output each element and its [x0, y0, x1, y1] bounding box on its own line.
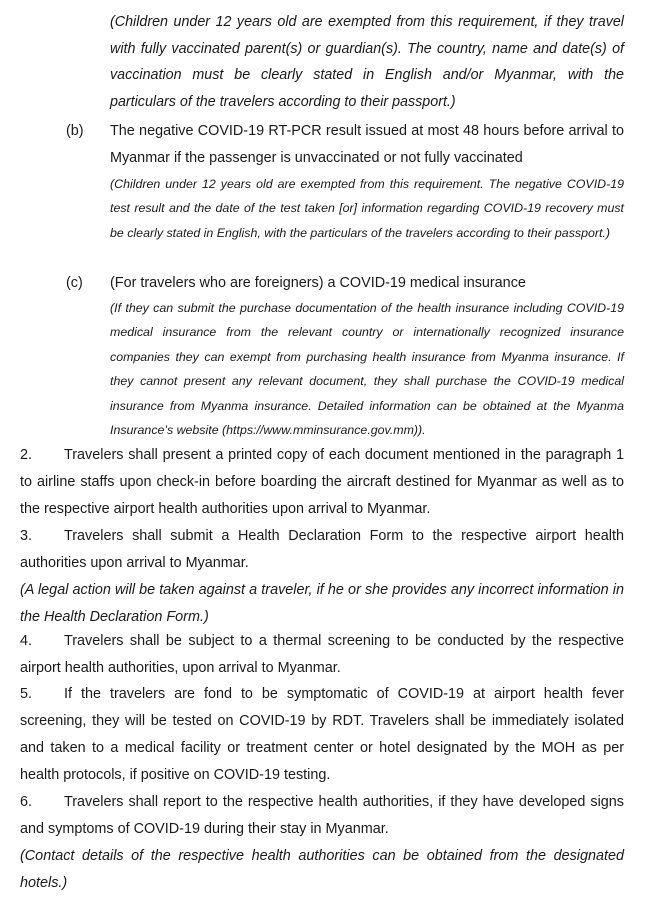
paragraph-3-note: (A legal action will be taken against a traveler, if he or she provides any incorrect information in the Health Declaration Form.)	[20, 582, 624, 625]
item-c-note: (If they can submit the purchase documentation of the health insurance including COVID-19 medical insurance from the relevant country or internationally recognized insurance companies they can exempt from purchasing health insurance from Myanma insurance. If they cannot present any relevant document, they shall purchase the COVID-19 medical insurance from Myanma insurance. Detailed information can be obtained at the Myanma Insurance’s website (https://www.mminsurance.gov.mm)).	[110, 301, 624, 438]
paragraph-6-note: (Contact details of the respective health authorities can be obtained from the designated hotels.)	[20, 848, 624, 891]
paragraph-6	[20, 789, 624, 843]
paragraph-4-text: Travelers shall be subject to a thermal screening to be conducted by the respective airport health authorities, upon arrival to Myanmar.	[20, 633, 624, 676]
item-a-note: (Children under 12 years old are exempted from this requirement, if they travel with fully vaccinated parent(s) or guardian(s). The country, name and date(s) of vaccination must be clearly stated in English and/or Myanmar, with the particulars of the travelers according to their passport.)	[110, 14, 624, 110]
paragraph-5-text: If the travelers are fond to be symptomatic of COVID-19 at airport health fever screening, they will be tested on COVID-19 by RDT. Travelers shall be immediately isolated and taken to a medical facility or treatment center or hotel designated by the MOH as per health protocols, if positive on COVID-19 testing.	[20, 686, 624, 783]
paragraph-2-number: 2.	[20, 447, 33, 463]
item-b-note: (Children under 12 years old are exempted from this requirement. The negative COVID-19 test result and the date of the test taken [or] information regarding COVID-19 recovery must be clearly stated in English, with the particulars of the travelers according to their passport.)	[110, 177, 624, 240]
paragraph-2-text: Travelers shall present a printed copy of each document mentioned in the paragraph 1 to airline staffs upon check-in before boarding the aircraft destined for Myanmar as well as to the respective airport health authorities upon arrival to Myanmar.	[20, 447, 624, 517]
paragraph-4-number: 4.	[20, 633, 33, 649]
paragraph-4	[20, 628, 624, 682]
item-b-label: (b)	[66, 123, 84, 139]
item-c-label: (c)	[66, 275, 83, 291]
paragraph-2	[20, 442, 624, 523]
paragraph-6-text: Travelers shall report to the respective health authorities, if they have developed signs and symptoms of COVID-19 during their stay in Myanmar.	[20, 794, 624, 837]
paragraph-6-number: 6.	[20, 794, 33, 810]
paragraph-5-number: 5.	[20, 686, 33, 702]
item-c-text: (For travelers who are foreigners) a COVID-19 medical insurance	[110, 275, 526, 291]
paragraph-3-text: Travelers shall submit a Health Declaration Form to the respective airport health authorities upon arrival to Myanmar.	[20, 528, 624, 571]
paragraph-5	[20, 681, 624, 789]
item-b-text: The negative COVID-19 RT-PCR result issued at most 48 hours before arrival to Myanmar if the passenger is unvaccinated or not fully vaccinated	[110, 123, 624, 166]
paragraph-3-number: 3.	[20, 528, 33, 544]
paragraph-3	[20, 523, 624, 577]
